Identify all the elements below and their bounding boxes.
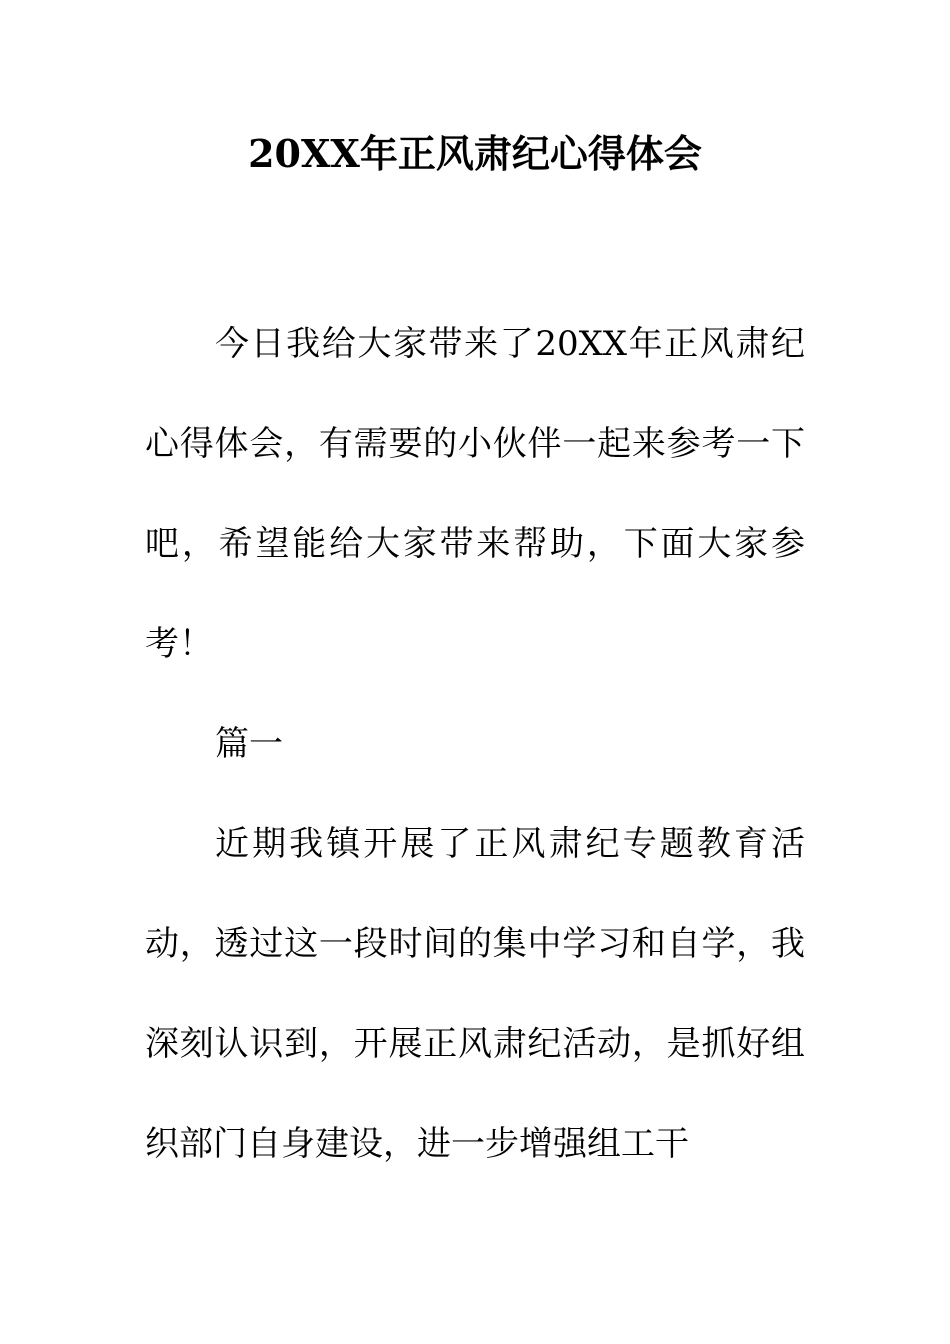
intro-paragraph: 今日我给大家带来了20XX年正风肃纪心得体会，有需要的小伙伴一起来参考一下吧，希望能给大家带来帮助，下面大家参考！ <box>145 324 805 664</box>
section-heading: 篇一 <box>215 724 283 764</box>
document-body <box>145 294 805 1194</box>
document-title: 20XX年正风肃纪心得体会 <box>248 131 702 176</box>
body-paragraph: 近期我镇开展了正风肃纪专题教育活动，透过这一段时间的集中学习和自学，我深刻认识到，开展正风肃纪活动，是抓好组织部门自身建设，进一步增强组工干 <box>145 824 805 1164</box>
